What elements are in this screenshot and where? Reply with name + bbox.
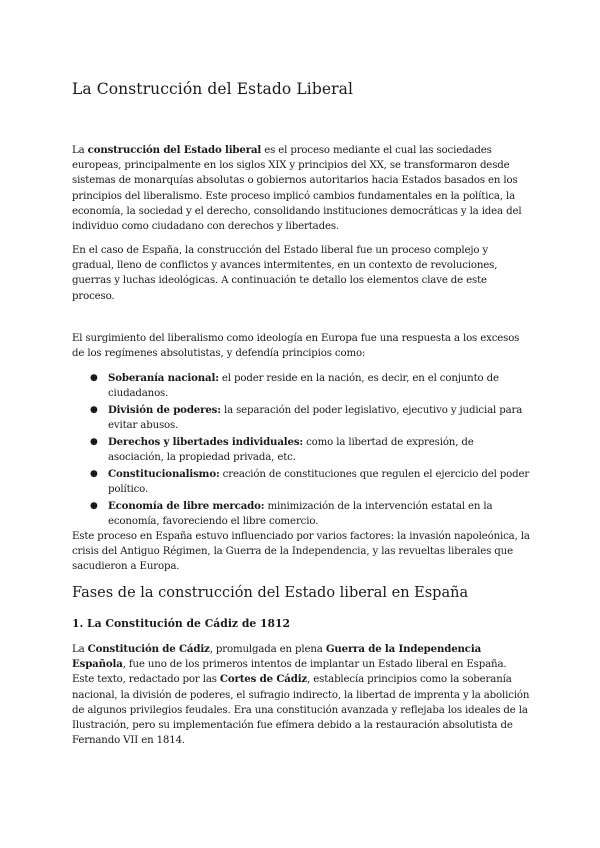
- cadiz-text: , fue uno de los primeros intentos de implantar un Estado liberal en España. Este texto, redactado por las: [72, 659, 507, 686]
- intro-lead: La: [72, 145, 88, 156]
- principle-term: División de poderes:: [108, 404, 221, 416]
- liberalism-paragraph: El surgimiento del liberalismo como ideología en Europa fue una respuesta a los excesos de los regímenes absolutistas, y defendía principios como:: [72, 333, 520, 360]
- list-item: [72, 403, 532, 433]
- subsection-heading: 1. La Constitución de Cádiz de 1812: [72, 617, 291, 630]
- bullet-icon: ●: [90, 405, 98, 415]
- principle-desc: minimización de la intervención estatal en la economía, favoreciendo el libre comercio.: [108, 501, 493, 527]
- list-item: [72, 435, 532, 465]
- principle-term: Derechos y libertades individuales:: [108, 436, 304, 448]
- principles-list: [72, 371, 532, 531]
- factors-paragraph: Este proceso en España estuvo influenciado por varios factores: la invasión napoleónica, la crisis del Antiguo Régimen, la Guerra de la Independencia, y las revueltas liberales que sacudieron a Europa.: [72, 531, 530, 573]
- section-heading: Fases de la construcción del Estado liberal en España: [72, 585, 469, 601]
- bullet-icon: ●: [90, 469, 98, 479]
- cadiz-bold-term: Cortes de Cádiz: [219, 673, 308, 686]
- cadiz-bold-term: Constitución de Cádiz: [87, 643, 210, 655]
- cadiz-paragraph: [72, 642, 530, 748]
- intro-rest: es el proceso mediante el cual las sociedades europeas, principalmente en los siglos XIX y principios del XX, se transformaron desde sistemas de monarquías absolutas o gobiernos autoritarios hacia Estados basados en los principios del liberalismo. Este proceso implicó cambios fundamentales en la política, la economía, la sociedad y el derecho, consolidando instituciones democráticas y la idea del individuo como ciudadano con derechos y libertades.: [72, 145, 522, 233]
- principle-desc: la separación del poder legislativo, ejecutivo y judicial para evitar abusos.: [108, 405, 523, 431]
- principle-term: Constitucionalismo:: [108, 468, 220, 480]
- bullet-icon: ●: [90, 501, 98, 511]
- bullet-icon: ●: [90, 373, 98, 383]
- intro-paragraph: [72, 143, 530, 234]
- principle-desc: como la libertad de expresión, de asociación, la propiedad privada, etc.: [108, 437, 474, 463]
- principle-term: Soberanía nacional:: [108, 372, 219, 384]
- principle-desc: el poder reside en la nación, es decir, en el conjunto de ciudadanos.: [108, 373, 499, 399]
- cadiz-text: La: [72, 644, 88, 655]
- intro-bold-term: construcción del Estado liberal: [87, 144, 262, 156]
- list-item: [72, 467, 532, 497]
- cadiz-text: , promulgada en plena: [209, 644, 326, 655]
- principle-desc: creación de constituciones que regulen el ejercicio del poder político.: [108, 469, 530, 495]
- bullet-icon: ●: [90, 437, 98, 447]
- cadiz-text: , establecía principios como la soberanía nacional, la división de poderes, el sufragio indirecto, la libertad de imprenta y la abolición de algunos privilegios feudales. Era una constitución avanzada y reflejaba los ideales de la Ilustración, pero su implementación fue efímera debido a la restauración absolutista de Fernando VII en 1814.: [72, 674, 530, 747]
- page-title: La Construcción del Estado Liberal: [72, 80, 354, 98]
- cadiz-bold-term: Guerra de la Independencia Española: [72, 643, 482, 671]
- list-item: [72, 371, 532, 401]
- spain-paragraph: En el caso de España, la construcción del Estado liberal fue un proceso complejo y gradual, lleno de conflictos y avances intermitentes, en un contexto de revoluciones, guerras y luchas ideológicas. A continuación te detallo los elementos clave de este proceso.: [72, 245, 498, 302]
- list-item: [72, 499, 532, 529]
- principle-term: Economía de libre mercado:: [108, 500, 265, 512]
